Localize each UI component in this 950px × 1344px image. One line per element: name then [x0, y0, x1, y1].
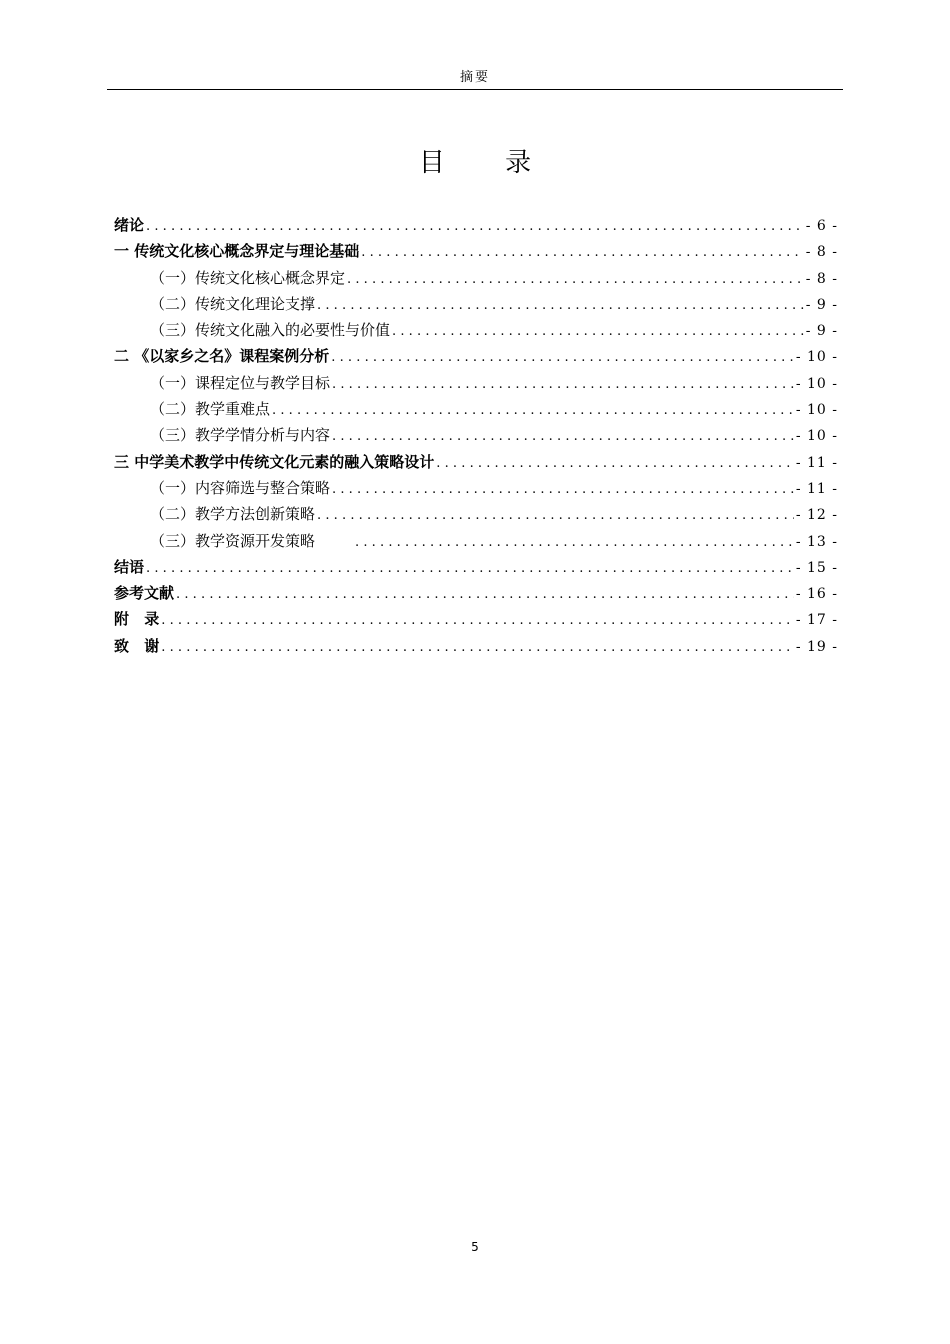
toc-entry-label: （二）教学方法创新策略 [150, 505, 316, 524]
toc-entry-label: 结语 [114, 557, 145, 576]
toc-dot-leader [272, 398, 794, 422]
toc-entry-appendix[interactable] [114, 606, 838, 632]
toc-title: 目 录 [418, 148, 558, 178]
toc-entry-label: （一）课程定位与教学目标 [150, 373, 331, 392]
table-of-contents [114, 212, 838, 659]
toc-dot-leader [332, 372, 794, 396]
toc-entry-label: 附 录 [114, 610, 160, 629]
toc-entry-page: - 11 - [795, 454, 838, 471]
toc-dot-leader [332, 477, 794, 501]
toc-entry-page: - 6 - [805, 218, 838, 234]
header-rule [107, 89, 843, 90]
toc-entry-label: 参考文献 [114, 584, 175, 603]
toc-entry-label: （一）内容筛选与整合策略 [150, 478, 331, 497]
toc-entry-page: - 10 - [795, 375, 838, 392]
toc-entry-section-2-1[interactable] [114, 370, 838, 396]
toc-entry-page: - 17 - [795, 612, 838, 629]
toc-entry-label: （三）教学资源开发策略 [150, 531, 316, 550]
running-header: 摘要 [459, 70, 490, 85]
toc-dot-leader [392, 319, 804, 343]
toc-entry-label: （三）教学学情分析与内容 [150, 426, 331, 445]
toc-entry-references[interactable] [114, 580, 838, 606]
toc-entry-page: - 8 - [805, 244, 838, 261]
toc-entry-section-1-3[interactable] [114, 317, 838, 343]
toc-entry-introduction[interactable] [114, 212, 838, 238]
toc-dot-leader [146, 214, 804, 238]
toc-dot-leader [317, 293, 804, 317]
toc-dot-leader [436, 451, 794, 475]
toc-dot-leader [176, 582, 794, 606]
toc-dot-leader [146, 556, 794, 580]
page-number: 5 [471, 1240, 479, 1254]
toc-dot-leader [161, 635, 794, 659]
toc-dot-leader [355, 530, 794, 554]
toc-entry-section-1-1[interactable] [114, 265, 838, 291]
toc-dot-leader [161, 608, 794, 632]
toc-entry-label: （二）传统文化理论支撑 [150, 294, 316, 313]
toc-entry-label: 三 中学美术教学中传统文化元素的融入策略设计 [114, 452, 435, 471]
toc-entry-label: 二 《以家乡之名》课程案例分析 [114, 347, 330, 366]
toc-entry-section-2-2[interactable] [114, 396, 838, 422]
toc-entry-page: - 12 - [795, 507, 838, 524]
toc-entry-label: 致 谢 [114, 636, 160, 655]
toc-dot-leader [317, 503, 794, 527]
toc-entry-label: 一 传统文化核心概念界定与理论基础 [114, 242, 360, 261]
toc-entry-section-3-3[interactable] [114, 528, 838, 554]
toc-entry-page: - 15 - [795, 559, 838, 576]
toc-entry-label: （一）传统文化核心概念界定 [150, 268, 346, 287]
toc-entry-chapter-1[interactable] [114, 238, 838, 264]
toc-entry-page: - 9 - [805, 323, 838, 340]
toc-entry-acknowledgements[interactable] [114, 633, 838, 659]
toc-entry-section-1-2[interactable] [114, 291, 838, 317]
toc-entry-page: - 10 - [795, 402, 838, 419]
toc-entry-label: 绪论 [114, 216, 145, 234]
toc-entry-chapter-2[interactable] [114, 343, 838, 369]
toc-entry-page: - 19 - [795, 638, 838, 655]
toc-entry-label: （三）传统文化融入的必要性与价值 [150, 321, 391, 340]
toc-entry-page: - 16 - [795, 586, 838, 603]
toc-entry-page: - 8 - [805, 270, 838, 287]
toc-entry-conclusion[interactable] [114, 554, 838, 580]
toc-entry-section-2-3[interactable] [114, 422, 838, 448]
toc-entry-page: - 10 - [795, 349, 838, 366]
toc-dot-leader [361, 240, 803, 264]
toc-entry-section-3-1[interactable] [114, 475, 838, 501]
toc-entry-page: - 13 - [795, 533, 838, 550]
toc-entry-label: （二）教学重难点 [150, 400, 271, 419]
toc-dot-leader [332, 424, 794, 448]
toc-entry-page: - 11 - [795, 480, 838, 497]
toc-entry-chapter-3[interactable] [114, 449, 838, 475]
toc-entry-page: - 9 - [805, 296, 838, 313]
toc-dot-leader [331, 345, 794, 369]
toc-entry-page: - 10 - [795, 428, 838, 445]
toc-dot-leader [347, 267, 804, 291]
toc-entry-section-3-2[interactable] [114, 501, 838, 527]
